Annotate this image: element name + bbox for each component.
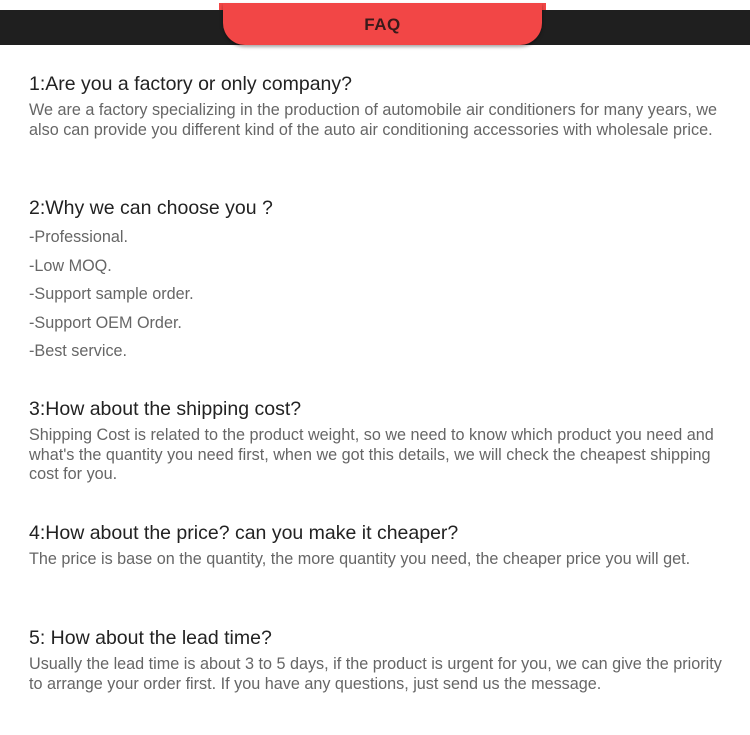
list-item: -Support sample order.: [29, 285, 194, 303]
faq-question-3: 3:How about the shipping cost?: [29, 398, 302, 420]
list-item: -Low MOQ.: [29, 256, 112, 275]
faq-bullet-list: [29, 223, 729, 366]
faq-item-4: [29, 521, 729, 570]
faq-item-1: [29, 72, 729, 140]
list-item: -Best service.: [29, 342, 128, 360]
faq-header-tab: [223, 3, 542, 45]
list-item: -Support OEM Order.: [29, 313, 182, 332]
faq-item-5: [29, 626, 729, 694]
faq-question-4: 4:How about the price? can you make it cheaper?: [29, 522, 459, 544]
list-item: -Professional.: [29, 228, 128, 246]
page-title: FAQ: [364, 15, 401, 34]
faq-question-1: 1:Are you a factory or only company?: [29, 73, 352, 95]
faq-question-2: 2:Why we can choose you ?: [29, 197, 273, 219]
faq-answer-5: Usually the lead time is about 3 to 5 days, if the product is urgent for you, we can give the priority to arrange your order first. If you have any questions, just send us the message.: [29, 655, 722, 693]
faq-answer-3: Shipping Cost is related to the product weight, so we need to know which product you need and what's the quantity you need first, when we got this details, we will check the cheapest shipping cost for you.: [29, 426, 714, 483]
faq-answer-4: The price is base on the quantity, the more quantity you need, the cheaper price you will get.: [29, 550, 691, 568]
faq-question-5: 5: How about the lead time?: [29, 627, 272, 649]
faq-item-2: [29, 196, 729, 366]
faq-item-3: [29, 397, 729, 485]
faq-answer-1: We are a factory specializing in the production of automobile air conditioners for many years, we also can provide you different kind of the auto air conditioning accessories with wholesale price.: [29, 101, 718, 139]
